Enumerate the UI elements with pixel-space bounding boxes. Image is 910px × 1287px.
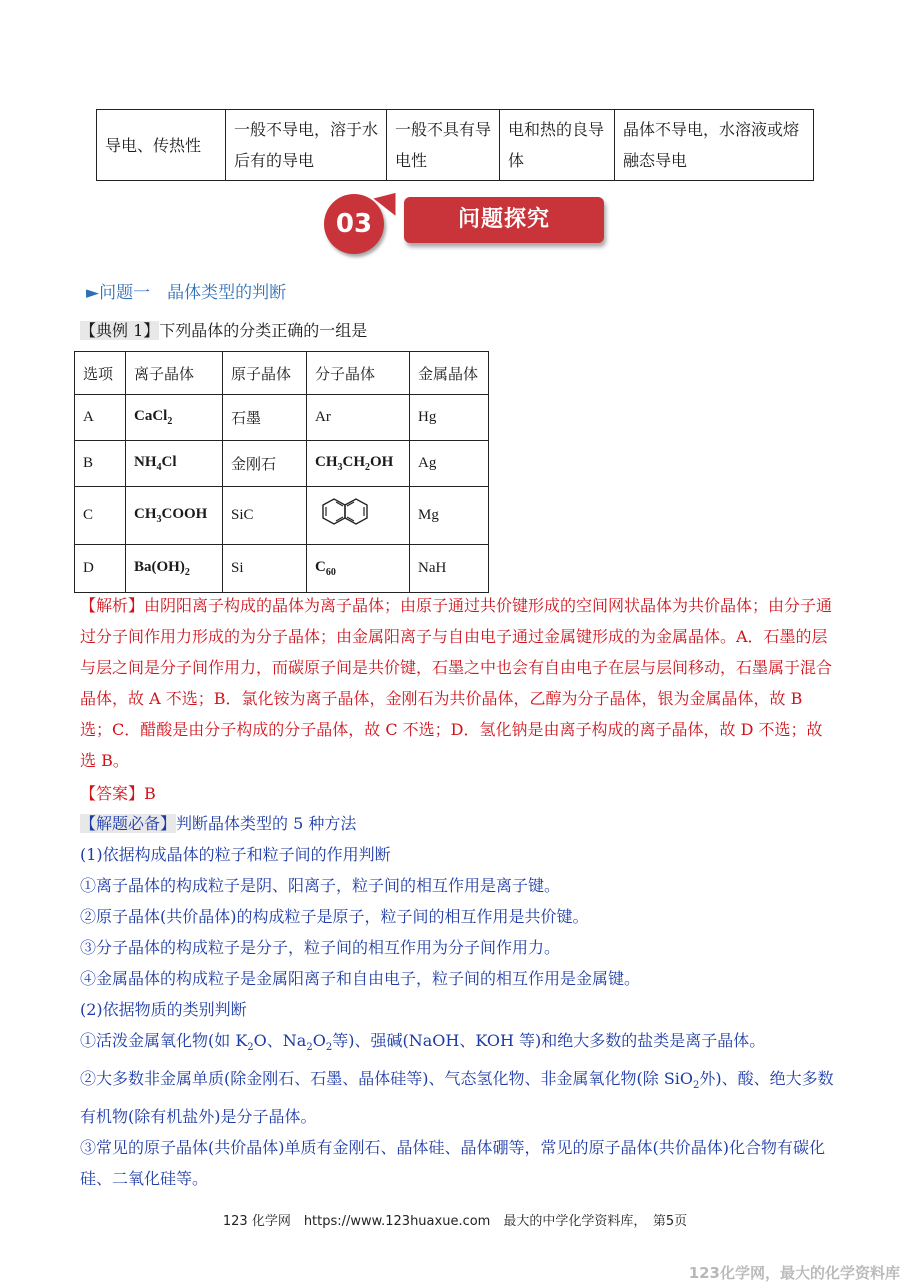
table-header-row: [75, 352, 489, 395]
table-row: [75, 395, 489, 441]
example-question: [80, 318, 367, 341]
metal-cell: Hg: [410, 395, 489, 441]
metal-cell: Ag: [410, 441, 489, 487]
tips-line: 硅、二氧化硅等。: [80, 1169, 209, 1189]
option-cell: D: [75, 545, 126, 593]
answer-value: B: [144, 784, 156, 803]
tips-line: (1)依据构成晶体的粒子和粒子间的作用判断: [80, 845, 391, 864]
atomic-cell: SiC: [223, 487, 307, 545]
section-banner: [318, 188, 618, 264]
tips-tag: 【解题必备】: [80, 814, 177, 833]
analysis-paragraph: [80, 590, 835, 776]
atomic-cell: 石墨: [223, 395, 307, 441]
property-table: [96, 109, 814, 181]
header-cell: 金属晶体: [410, 352, 489, 395]
tips-line: ②大多数非金属单质(除金刚石、石墨、晶体硅等)、气态氢化物、非金属氧化物(除 SiO$_2$外)、酸、绝大多数: [80, 1069, 834, 1092]
option-cell: A: [75, 395, 126, 441]
table-cell: 一般不具有导电性: [387, 110, 500, 181]
tips-line: ④金属晶体的构成粒子是金属阳离子和自由电子，粒子间的相互作用是金属键。: [80, 969, 641, 988]
option-cell: B: [75, 441, 126, 487]
atomic-cell: 金刚石: [223, 441, 307, 487]
naphthalene-structure-icon: [315, 496, 379, 532]
analysis-text: 由阴阳离子构成的晶体为离子晶体；由原子通过共价键形成的空间网状晶体为共价晶体；由分子通过分子间作用力形成的为分子晶体；由金属阳离子与自由电子通过金属键形成的为金属晶体。A．石墨的层与层之间是分子间作用力，而碳原子间是共价键，石墨之中也会有自由电子在层与层间移动，石墨属于混合晶体，故 A 不选；B．氯化铵为离子晶体，金刚石为共价晶体，乙醇为分子晶体，银为金属晶体，故 B 选；C．醋酸是由分子构成的分子晶体，故 C 不选；D．氢化钠是由离子构成的离子晶体，故 D 不选；故选 B。: [80, 596, 833, 770]
answer-tag: 【答案】: [80, 784, 145, 803]
section-number: 03: [324, 194, 384, 254]
ionic-cell: $NH_4Cl$: [126, 441, 223, 487]
text-segment: 外)、酸、绝大多数: [699, 1069, 834, 1089]
table-row: [75, 545, 489, 593]
table-cell: 晶体不导电，水溶液或熔融态导电: [615, 110, 814, 181]
molecular-cell: Ar: [307, 395, 410, 441]
text-segment: ②大多数非金属单质(除金刚石、石墨、晶体硅等)、气态氢化物、非金属氧化物(除 SiO: [80, 1069, 694, 1089]
metal-cell: NaH: [410, 545, 489, 593]
table-cell: 一般不导电，溶于水后有的导电: [226, 110, 387, 181]
text-segment: O、Na: [253, 1031, 307, 1050]
ionic-cell: $CH_3COOH$: [126, 487, 223, 545]
problem-heading: ►问题一 晶体类型的判断: [86, 283, 287, 303]
atomic-cell: Si: [223, 545, 307, 593]
table-row: [75, 487, 489, 545]
tips-line: (2)依据物质的类别判断: [80, 1000, 247, 1019]
example-text: 下列晶体的分类正确的一组是: [159, 321, 368, 340]
table-cell: 导电、传热性: [97, 110, 226, 181]
analysis-tag: 【解析】: [80, 596, 145, 615]
tips-line: 有机物(除有机盐外)是分子晶体。: [80, 1107, 317, 1127]
tips-line: ①活泼金属氧化物(如 $K_2O$、$Na_2O_2$等)、强碱(NaOH、KOH 等)和绝大多数的盐类是离子晶体。: [80, 1031, 766, 1054]
text-segment: O: [312, 1031, 326, 1050]
table-cell: 电和热的良导体: [500, 110, 615, 181]
page-footer: 123 化学网 https://www.123huaxue.com 最大的中学化学资料库， 第5页: [222, 1214, 688, 1229]
options-table: [74, 351, 489, 593]
molecular-cell: [307, 487, 410, 545]
tips-section: [80, 808, 840, 1194]
tips-title: 判断晶体类型的 5 种方法: [176, 814, 357, 833]
example-tag: 【典例 1】: [80, 321, 160, 340]
tips-line: ①离子晶体的构成粒子是阴、阳离子，粒子间的相互作用是离子键。: [80, 876, 561, 895]
tips-line: ③常见的原子晶体(共价晶体)单质有金刚石、晶体硅、晶体硼等，常见的原子晶体(共价晶体)化合物有碳化: [80, 1138, 825, 1158]
watermark: 123化学网，最大的化学资料库: [688, 1264, 900, 1282]
header-cell: 分子晶体: [307, 352, 410, 395]
text-segment: ①活泼金属氧化物(如 K: [80, 1031, 248, 1050]
tips-line: ③分子晶体的构成粒子是分子，粒子间的相互作用为分子间作用力。: [80, 938, 561, 957]
header-cell: 离子晶体: [126, 352, 223, 395]
table-row: [97, 110, 814, 181]
tips-heading: [80, 808, 840, 839]
option-cell: C: [75, 487, 126, 545]
header-cell: 选项: [75, 352, 126, 395]
tips-line: ②原子晶体(共价晶体)的构成粒子是原子，粒子间的相互作用是共价键。: [80, 907, 589, 926]
ionic-cell: $Ba(OH)_2$: [126, 545, 223, 593]
metal-cell: Mg: [410, 487, 489, 545]
header-cell: 原子晶体: [223, 352, 307, 395]
molecular-cell: $CH_3CH_2OH$: [307, 441, 410, 487]
molecular-cell: $C_{60}$: [307, 545, 410, 593]
ionic-cell: CaCl$_2$: [126, 395, 223, 441]
table-row: [75, 441, 489, 487]
section-title: 问题探究: [404, 197, 604, 243]
text-segment: 等)、强碱(NaOH、KOH 等)和绝大多数的盐类是离子晶体。: [332, 1031, 766, 1050]
answer-line: [80, 778, 156, 809]
